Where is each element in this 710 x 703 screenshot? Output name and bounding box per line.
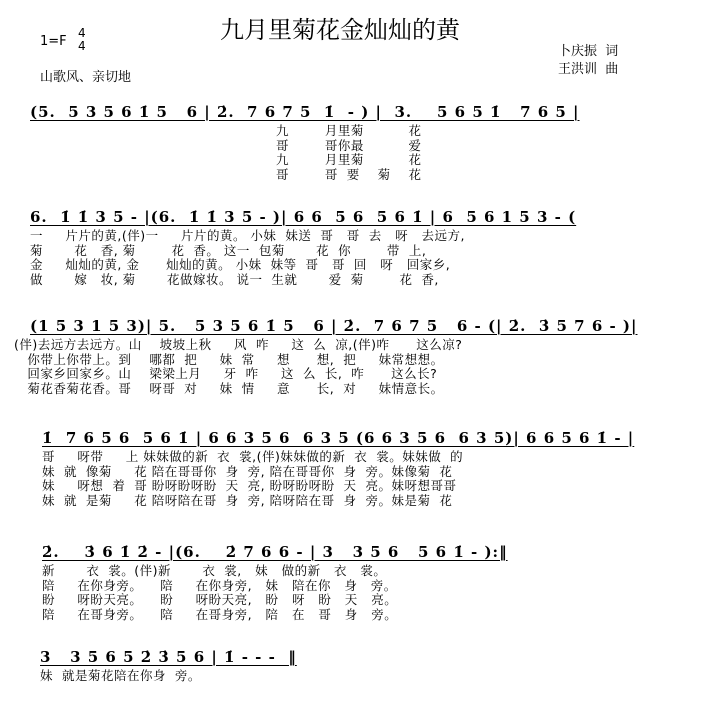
- score-row: [42, 540, 682, 622]
- lyric-line: 菊 花 香, 菊 花 香。 这一 包菊 花 你 带 上,: [30, 242, 427, 258]
- lyric-line: 菊花香菊花香。哥 呀哥 对 妹 情 意 长, 对 妹情意长。: [14, 380, 444, 396]
- lyric-line: 金 灿灿的黄, 金 灿灿的黄。 小妹 妹等 哥 哥 回 呀 回家乡,: [30, 257, 451, 272]
- lyric-line: 你带上你带上。到 哪都 把 妹 常 想 想, 把 妹常想想。: [14, 351, 444, 367]
- score-row: [14, 314, 654, 396]
- lyric-line: 妹 就是菊花陪在你身 旁。: [40, 668, 201, 683]
- composer: 王洪训 曲: [558, 62, 619, 77]
- score-row: [30, 205, 670, 287]
- lyric-line: 妹 就 是菊 花 陪呀陪在哥 身 旁, 陪呀陪在哥 身 旁。妹是菊 花: [42, 492, 453, 508]
- notation: (5. 5 3 5 6 1̇ 5 6 | 2̇. 7 6 7 5 1̇ - ) | 3. 5 6 5 1̇ 7 6 5 |: [30, 103, 580, 121]
- time-signature: [78, 27, 86, 53]
- lyric-line: 回家乡回家乡。山 梁梁上月 牙 咋 这 么 长, 咋 这么长?: [14, 366, 438, 381]
- lyric-line: (伴)去远方去远方。山 坡坡上秋 风 咋 这 么 凉,(伴)咋 这么凉?: [14, 337, 463, 352]
- notation: (1 5 3 1 5 3)| 5. 5 3 5 6 1̇ 5 6 | 2̇. 7 6 7 5 6 - (| 2̇. 3̇ 5 7 6 - )|: [30, 317, 638, 335]
- lyric-line: 一 片片的黄,(伴)一 片片的黄。 小妹 妹送 哥 哥 去 呀 去远方,: [30, 228, 466, 243]
- lyricist: 卜庆振 词: [558, 44, 619, 59]
- lyric-line: 妹 就 像菊 花 陪在哥哥你 身 旁, 陪在哥哥你 身 旁。妹像菊 花: [42, 463, 453, 479]
- score-row: [42, 426, 682, 508]
- song-title: 九月里菊花金灿灿的黄: [220, 16, 460, 44]
- score-row: [30, 100, 670, 182]
- lyric-line: 新 衣 裳。(伴)新 衣 裳, 妹 做的新 衣 裳。: [42, 563, 387, 578]
- lyric-line: 陪 在你身旁。 陪 在你身旁, 妹 陪在你 身 旁。: [42, 577, 397, 593]
- score-row: [40, 645, 680, 684]
- notation: 2̇. 3̇ 6 1̇ 2̇ - |(6. 2̇ 7 6 6 - | 3 3 5 6 5 6 1̇ - ):‖: [42, 543, 508, 561]
- lyric-line: 做 嫁 妆, 菊 花做嫁妆。 说一 生就 爱 菊 花 香,: [30, 271, 439, 287]
- style-marking: 山歌风、亲切地: [40, 70, 132, 85]
- lyric-line: 九 月里菊 花: [30, 123, 422, 138]
- lyric-line: 九 月里菊 花: [30, 152, 422, 167]
- lyric-line: 盼 呀盼天亮。 盼 呀盼天亮, 盼 呀 盼 天 亮。: [42, 592, 398, 607]
- lyric-line: 哥 哥 要 菊 花: [30, 166, 422, 182]
- key-signature: 1=F: [40, 34, 67, 49]
- lyric-line: 妹 呀想 着 哥 盼呀盼呀盼 天 亮, 盼呀盼呀盼 天 亮。妹呀想哥哥: [42, 478, 457, 493]
- time-top: 4: [78, 26, 86, 40]
- notation: 1̇ 7 6 5 6 5 6 1̇ | 6 6 3 5 6 6 3 5 (6 6 3 5 6 6 3 5)| 6 6 5 6 1̇ - |: [42, 429, 635, 447]
- notation: 3 3 5 6 5 2̇ 3̇ 5 6 | 1̇ - - - ‖: [40, 648, 297, 666]
- time-bottom: 4: [78, 39, 86, 53]
- lyric-line: 陪 在哥身旁。 陪 在哥身旁, 陪 在 哥 身 旁。: [42, 606, 398, 622]
- notation: 6. 1̇ 1̇ 3 5 - |(6. 1̇ 1̇ 3 5 - )| 6 6 5 6 5 6 1̇ | 6 5 6 1 5 3 - (: [30, 208, 577, 226]
- lyric-line: 哥 哥你最 爱: [30, 137, 422, 153]
- lyric-line: 哥 呀带 上 妹妹做的新 衣 裳,(伴)妹妹做的新 衣 裳。妹妹做 的: [42, 449, 464, 464]
